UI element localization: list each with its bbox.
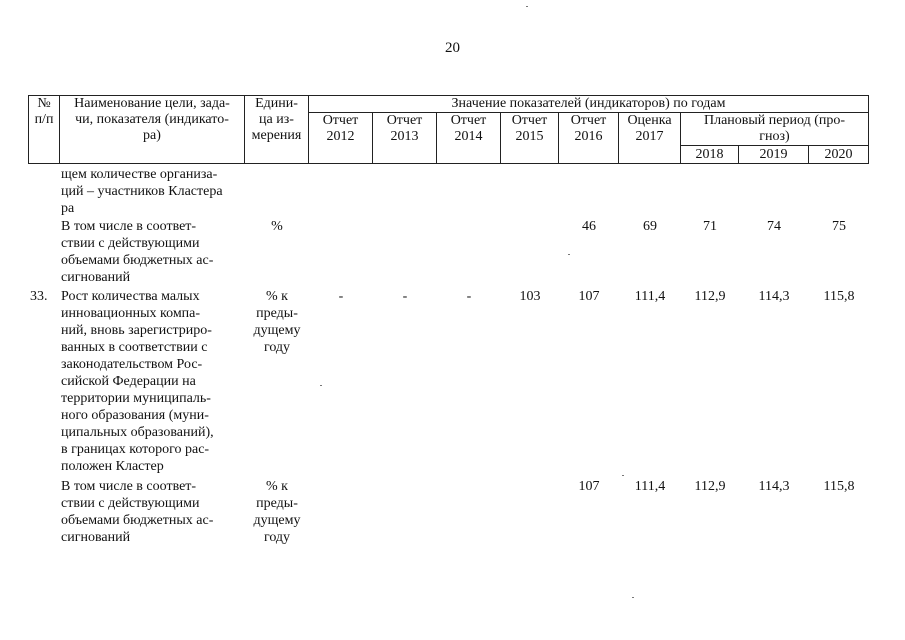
header-year-value: 2017 xyxy=(635,129,664,144)
unit-line: % к xyxy=(266,479,288,494)
row-2-value-2020: 115,8 xyxy=(823,289,855,304)
text-line: ного образования (муни- xyxy=(61,408,209,423)
text-line: объемами бюджетных ас- xyxy=(61,513,214,528)
text-line: ствии с действующими xyxy=(61,236,200,251)
row-3-unit xyxy=(246,478,308,546)
header-plan-year: 2019 xyxy=(739,146,809,164)
header-year-label: Отчет xyxy=(322,113,359,128)
row-3-value-2017: 111,4 xyxy=(634,479,666,494)
text-line: щем количестве организа- xyxy=(61,167,218,182)
header-name-cell xyxy=(60,96,245,164)
row-2-value-2018: 112,9 xyxy=(694,289,726,304)
header-name-line: Наименование цели, зада- xyxy=(74,96,230,111)
header-plan-year: 2018 xyxy=(681,146,739,164)
text-line: ствии с действующими xyxy=(61,496,200,511)
text-line: В том числе в соответ- xyxy=(61,479,197,494)
text-line: Рост количества малых xyxy=(61,289,200,304)
header-year-2015 xyxy=(501,113,559,164)
row-3-value-2019: 114,3 xyxy=(758,479,790,494)
scan-speck xyxy=(526,6,528,7)
header-unit-cell xyxy=(245,96,309,164)
row-1-value-2018: 71 xyxy=(703,219,717,234)
row-2-value-2017: 111,4 xyxy=(634,289,666,304)
text-line: в границах которого рас- xyxy=(61,442,210,457)
header-group-title: Значение показателей (индикаторов) по годам xyxy=(309,96,869,113)
header-year-label: Отчет xyxy=(570,113,607,128)
header-unit-line: ца из- xyxy=(259,112,294,127)
row-1-unit xyxy=(246,218,308,235)
row-2-value-2013: - xyxy=(402,289,408,304)
text-line: ванных в соответствии с xyxy=(61,340,208,355)
header-name-line: ра) xyxy=(143,128,161,143)
header-plan-line: Плановый период (про- xyxy=(703,113,846,128)
row-1-text xyxy=(61,218,243,286)
header-name-line: чи, показателя (индикато- xyxy=(75,112,229,127)
row-1-value-2019: 74 xyxy=(767,219,781,234)
text-line: сигнований xyxy=(61,530,131,545)
text-line: сигнований xyxy=(61,270,131,285)
header-num-cell xyxy=(29,96,60,164)
header-year-value: 2013 xyxy=(390,129,419,144)
header-year-value: 2014 xyxy=(454,129,483,144)
row-1-value-2017: 69 xyxy=(643,219,657,234)
row-1-value-2016: 46 xyxy=(582,219,596,234)
unit-line: дущему xyxy=(253,513,301,528)
unit-line: году xyxy=(263,340,291,355)
text-line: объемами бюджетных ас- xyxy=(61,253,214,268)
unit-line: году xyxy=(263,530,291,545)
row-2-text xyxy=(61,288,243,475)
row-2-value-2016: 107 xyxy=(578,289,600,304)
row-2-unit xyxy=(246,288,308,356)
header-unit-line: мерения xyxy=(251,128,302,143)
unit-line: дущему xyxy=(253,323,301,338)
scan-speck xyxy=(632,597,634,598)
row-2-value-2019: 114,3 xyxy=(758,289,790,304)
text-line: ний, вновь зарегистриро- xyxy=(61,323,212,338)
header-num-line: п/п xyxy=(34,112,54,127)
row-3-value-2020: 115,8 xyxy=(823,479,855,494)
header-unit-line: Едини- xyxy=(255,96,298,111)
row-1-value-2020: 75 xyxy=(832,219,846,234)
header-year-label: Отчет xyxy=(450,113,487,128)
text-line: ципальных образований), xyxy=(61,425,214,440)
text-line: инновационных компа- xyxy=(61,306,201,321)
header-year-2017 xyxy=(619,113,681,164)
scan-speck xyxy=(320,385,322,386)
text-line: В том числе в соответ- xyxy=(61,219,197,234)
header-plan-line: гноз) xyxy=(759,129,790,144)
text-line: положен Кластер xyxy=(61,459,164,474)
header-year-label: Оценка xyxy=(627,113,672,128)
header-num-line: № xyxy=(37,96,51,111)
row-2-number: 33. xyxy=(30,289,48,304)
text-line: ра xyxy=(61,201,75,216)
unit-line: преды- xyxy=(256,306,298,321)
row-2-value-2012: - xyxy=(338,289,344,304)
text-line: законодательством Рос- xyxy=(61,357,203,372)
header-year-2013 xyxy=(373,113,437,164)
row-3-value-2018: 112,9 xyxy=(694,479,726,494)
row-3-value-2016: 107 xyxy=(578,479,600,494)
text-line: территории муниципаль- xyxy=(61,391,211,406)
page-number: 20 xyxy=(445,40,460,56)
header-year-label: Отчет xyxy=(386,113,423,128)
header-year-label: Отчет xyxy=(511,113,548,128)
header-year-value: 2016 xyxy=(574,129,603,144)
row-3-text xyxy=(61,478,243,546)
header-plan-title xyxy=(681,113,869,146)
unit-line: преды- xyxy=(256,496,298,511)
unit-line: % xyxy=(271,219,283,234)
scan-speck xyxy=(622,475,624,476)
table-header xyxy=(28,95,869,164)
row-2-value-2014: - xyxy=(466,289,472,304)
header-plan-year: 2020 xyxy=(809,146,869,164)
text-line: ций – участников Кластера xyxy=(61,184,223,199)
text-line: сийской Федерации на xyxy=(61,374,196,389)
scan-speck xyxy=(568,254,570,255)
header-year-2012 xyxy=(309,113,373,164)
header-year-2014 xyxy=(437,113,501,164)
header-year-2016 xyxy=(559,113,619,164)
row-continued-text xyxy=(61,166,243,217)
row-2-value-2015: 103 xyxy=(519,289,541,304)
header-year-value: 2015 xyxy=(515,129,544,144)
unit-line: % к xyxy=(266,289,288,304)
header-year-value: 2012 xyxy=(326,129,355,144)
